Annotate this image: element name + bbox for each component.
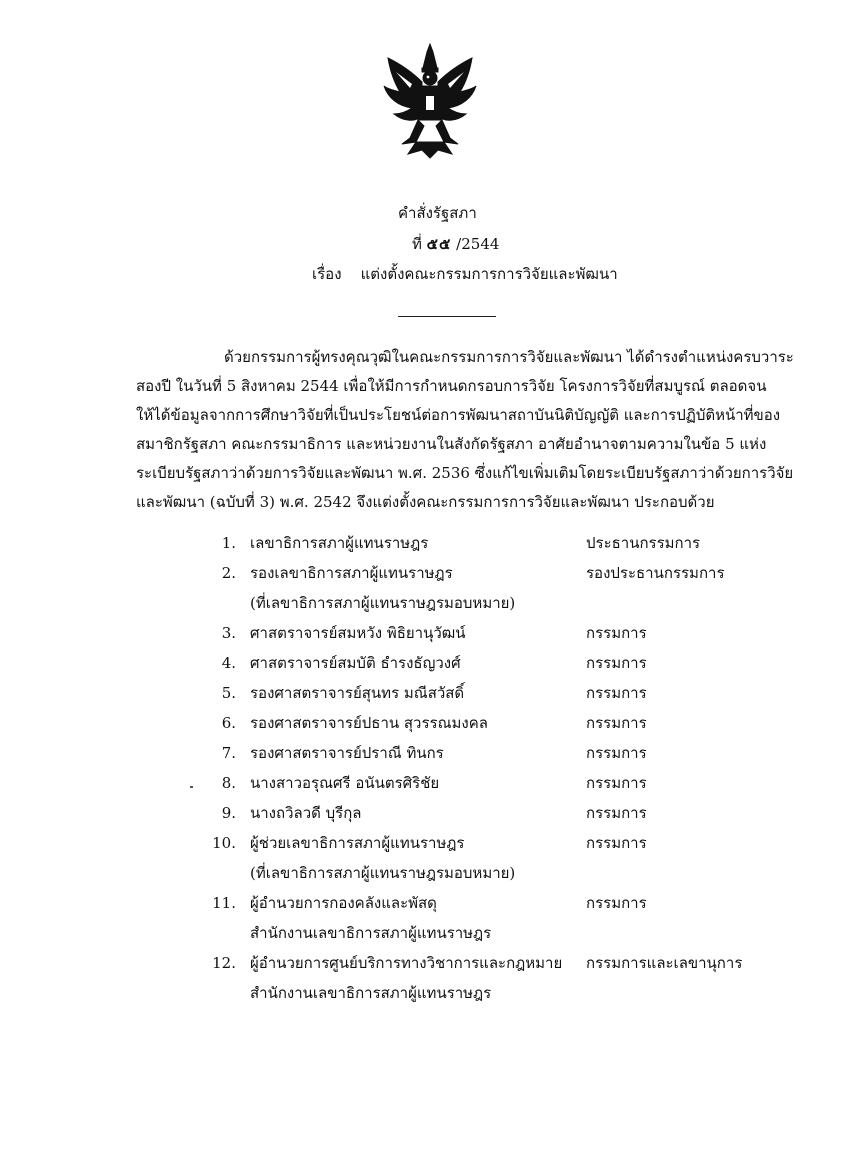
member-row [0, 708, 848, 738]
body-line: ให้ได้ข้อมูลจากการศึกษาวิจัยที่เป็นประโยชน์ต่อการพัฒนาสถาบันนิติบัญญัติ และการปฏิบัติหน้าที่ของ [136, 406, 781, 424]
scan-speck [190, 786, 193, 788]
member-name: รองศาสตราจารย์ปธาน สุวรรณมงคล [250, 714, 488, 732]
number-prefix: ที่ [412, 235, 422, 253]
member-role: กรรมการ [586, 684, 647, 702]
member-number: 8. [221, 774, 236, 792]
header-divider [398, 316, 496, 317]
member-name: เลขาธิการสภาผู้แทนราษฎร [250, 534, 429, 552]
number-year: /2544 [456, 235, 500, 253]
order-number [412, 232, 499, 256]
member-row [0, 678, 848, 708]
member-note: (ที่เลขาธิการสภาผู้แทนราษฎรมอบหมาย) [250, 864, 516, 882]
member-role: กรรมการ [586, 654, 647, 672]
member-name: ผู้อำนวยการศูนย์บริการทางวิชาการและกฎหมาย [250, 954, 563, 972]
member-row [0, 948, 848, 978]
member-number: 2. [221, 564, 236, 582]
member-note: สำนักงานเลขาธิการสภาผู้แทนราษฎร [250, 924, 492, 942]
member-name: นางถวิลวดี บุรีกุล [250, 804, 362, 822]
member-number: 5. [221, 684, 236, 702]
member-name: รองศาสตราจารย์สุนทร มณีสวัสดิ์ [250, 684, 465, 702]
body-line: และพัฒนา (ฉบับที่ 3) พ.ศ. 2542 จึงแต่งตั้งคณะกรรมการการวิจัยและพัฒนา ประกอบด้วย [136, 493, 715, 511]
member-role: กรรมการ [586, 774, 647, 792]
member-row [0, 648, 848, 678]
member-name: รองศาสตราจารย์ปราณี ทินกร [250, 744, 444, 762]
member-role: กรรมการ [586, 834, 647, 852]
body-line: สมาชิกรัฐสภา คณะกรรมาธิการ และหน่วยงานในสังกัดรัฐสภา อาศัยอำนาจตามความในข้อ 5 แห่ง [136, 435, 767, 453]
member-number: 4. [221, 654, 236, 672]
body-line: ระเบียบรัฐสภาว่าด้วยการวิจัยและพัฒนา พ.ศ. 2536 ซึ่งแก้ไขเพิ่มเติมโดยระเบียบรัฐสภาว่าด้วยการวิจัย [136, 464, 794, 482]
member-number: 3. [221, 624, 236, 642]
body-paragraph [136, 343, 794, 517]
member-row [0, 828, 848, 858]
member-number: 6. [221, 714, 236, 732]
member-role: กรรมการ [586, 894, 647, 912]
member-name: ศาสตราจารย์สมหวัง พิธิยานุวัฒน์ [250, 624, 466, 642]
order-subject [312, 262, 618, 286]
member-name: ผู้อำนวยการกองคลังและพัสดุ [250, 894, 437, 912]
garuda-emblem-icon [382, 42, 478, 170]
member-note: สำนักงานเลขาธิการสภาผู้แทนราษฎร [250, 984, 492, 1002]
member-name: ผู้ช่วยเลขาธิการสภาผู้แทนราษฎร [250, 834, 465, 852]
order-title: คำสั่งรัฐสภา [398, 204, 477, 222]
member-row-note [0, 918, 848, 948]
member-number: 9. [221, 804, 236, 822]
member-row-note [0, 978, 848, 1008]
member-number: 7. [221, 744, 236, 762]
member-note: (ที่เลขาธิการสภาผู้แทนราษฎรมอบหมาย) [250, 594, 516, 612]
subject-label: เรื่อง [312, 265, 342, 283]
member-role: รองประธานกรรมการ [586, 564, 725, 582]
member-number: 11. [212, 894, 236, 912]
member-row [0, 888, 848, 918]
member-role: กรรมการ [586, 744, 647, 762]
member-name: นางสาวอรุณศรี อนันตรศิริชัย [250, 774, 440, 792]
member-row [0, 558, 848, 588]
member-list [0, 528, 848, 1008]
member-row [0, 618, 848, 648]
member-row-note [0, 858, 848, 888]
member-role: กรรมการและเลขานุการ [586, 954, 743, 972]
member-row [0, 798, 848, 828]
member-number: 1. [221, 534, 236, 552]
member-name: ศาสตราจารย์สมบัติ ธำรงธัญวงศ์ [250, 654, 461, 672]
body-line: ด้วยกรรมการผู้ทรงคุณวุฒิในคณะกรรมการการวิจัยและพัฒนา ได้ดำรงตำแหน่งครบวาระ [224, 348, 794, 366]
member-role: กรรมการ [586, 624, 647, 642]
member-number: 12. [212, 954, 236, 972]
member-name: รองเลขาธิการสภาผู้แทนราษฎร [250, 564, 453, 582]
member-row [0, 738, 848, 768]
member-role: ประธานกรรมการ [586, 534, 701, 552]
member-role: กรรมการ [586, 714, 647, 732]
member-number: 10. [212, 834, 236, 852]
member-row-note [0, 588, 848, 618]
body-line: สองปี ในวันที่ 5 สิงหาคม 2544 เพื่อให้มีการกำหนดกรอบการวิจัย โครงการวิจัยที่สมบูรณ์ ตลอดจน [136, 377, 767, 395]
number-value: ๕๕ [426, 235, 452, 253]
member-role: กรรมการ [586, 804, 647, 822]
member-row [0, 768, 848, 798]
subject-text: แต่งตั้งคณะกรรมการการวิจัยและพัฒนา [360, 265, 618, 283]
member-row [0, 528, 848, 558]
